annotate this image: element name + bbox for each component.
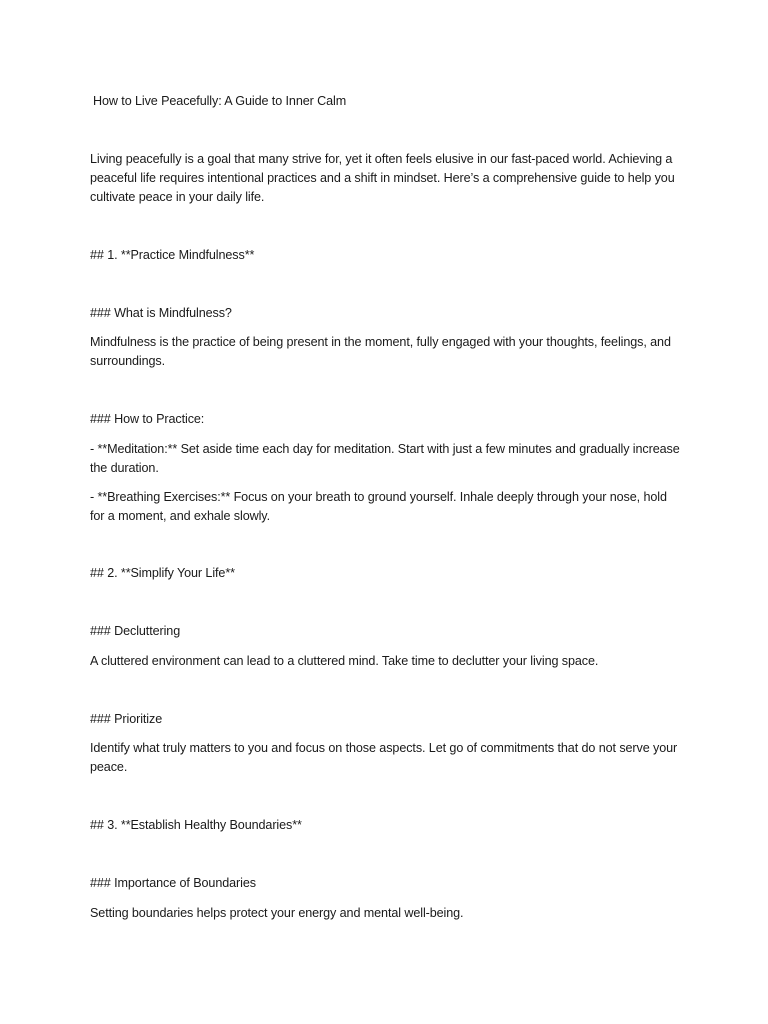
intro-paragraph: Living peacefully is a goal that many strive for, yet it often feels elusive in our fast-paced world. Achieving a peaceful life requires intentional practices and a shift in mindset. Here’s a comprehensive guide to help you cultivate peace in your daily life. [90, 152, 675, 204]
section-1-subheading-what: ### What is Mindfulness? [90, 306, 232, 320]
bullet-breathing: - **Breathing Exercises:** Focus on your breath to ground yourself. Inhale deeply through your nose, hold for a moment, and exhale slowly. [90, 490, 667, 523]
section-1-heading: ## 1. **Practice Mindfulness** [90, 248, 255, 262]
section-3-subheading-boundaries: ### Importance of Boundaries [90, 876, 256, 890]
document-title: How to Live Peacefully: A Guide to Inner Calm [93, 94, 347, 108]
section-1-mindfulness-text: Mindfulness is the practice of being present in the moment, fully engaged with your thoughts, feelings, and surroundings. [90, 335, 671, 368]
section-2-prioritize-text: Identify what truly matters to you and focus on those aspects. Let go of commitments that do not serve your peace. [90, 741, 678, 774]
section-3-boundaries-text: Setting boundaries helps protect your energy and mental well-being. [90, 906, 464, 920]
bullet-meditation: - **Meditation:** Set aside time each day for meditation. Start with just a few minutes and gradually increase the duration. [90, 442, 680, 475]
section-2-decluttering-text: A cluttered environment can lead to a cluttered mind. Take time to declutter your living space. [90, 654, 599, 668]
section-2-subheading-prioritize: ### Prioritize [90, 712, 163, 726]
section-2-subheading-decluttering: ### Decluttering [90, 624, 181, 638]
section-2-heading: ## 2. **Simplify Your Life** [90, 566, 235, 580]
section-1-subheading-how: ### How to Practice: [90, 412, 205, 426]
section-3-heading: ## 3. **Establish Healthy Boundaries** [90, 818, 302, 832]
